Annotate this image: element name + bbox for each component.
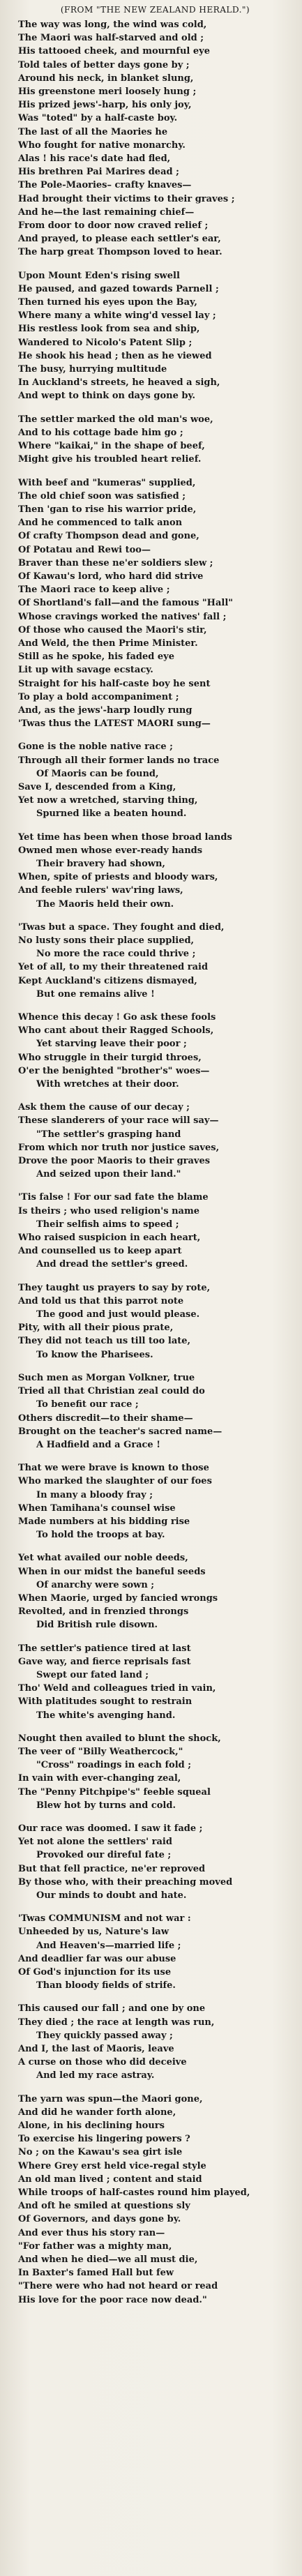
poem-line: The "Penny Pitchpipe's" feeble squeal bbox=[18, 1786, 211, 1798]
poem-line: And told us that this parrot note bbox=[18, 1295, 184, 1306]
poem-line: Spurned like a beaten hound. bbox=[36, 808, 187, 820]
poem-line: Of God's injunction for its use bbox=[18, 1967, 172, 1978]
stanza bbox=[18, 2002, 292, 2082]
poem-line: And led my race astray. bbox=[36, 2070, 155, 2081]
poem-line: Ask them the cause of our decay ; bbox=[18, 1102, 190, 1113]
poem-line: His prized jews'-harp, his only joy, bbox=[18, 100, 192, 111]
poem-line: Of Potatau and Rewi too— bbox=[18, 544, 151, 555]
poem-line: And deadlier far was our abuse bbox=[18, 1953, 176, 1964]
stanza bbox=[18, 1011, 292, 1091]
poem-line: Such men as Morgan Volkner, true bbox=[18, 1372, 195, 1383]
poem-line: Had brought their victims to their graves ; bbox=[18, 193, 235, 204]
poem-line: When Maorie, urged by fancied wrongs bbox=[18, 1592, 218, 1604]
stanza bbox=[18, 921, 292, 1001]
poem-line: Whence this decay ! Go ask these fools bbox=[18, 1012, 216, 1023]
poem-line: "For father was a mighty man, bbox=[18, 2240, 172, 2252]
poem-line: Yet now a wretched, starving thing, bbox=[18, 795, 198, 806]
poem-line: The way was long, the wind was cold, bbox=[18, 20, 207, 30]
poem-line: To hold the troops at bay. bbox=[36, 1530, 165, 1541]
source-line: (FROM "THE NEW ZEALAND HERALD.") bbox=[60, 5, 250, 15]
poem-line: Where many a white wing'd vessel lay ; bbox=[18, 310, 216, 322]
poem-line: The Maori race to keep alive ; bbox=[18, 585, 170, 596]
poem-line: Of anarchy were sown ; bbox=[36, 1579, 155, 1590]
poem-line: 'Twas thus the LATEST MAORI sung— bbox=[18, 718, 211, 730]
stanza bbox=[18, 1371, 292, 1452]
poem-line: In Baxter's famed Hall but few bbox=[18, 2268, 174, 2279]
poem-line: Of Kawau's lord, who hard did strive bbox=[18, 571, 204, 582]
stanza bbox=[18, 1822, 292, 1902]
poem-line: "Cross" roadings in each fold ; bbox=[36, 1760, 192, 1771]
poem-line: And seized upon their land." bbox=[36, 1169, 181, 1180]
poem-line: He shook his head ; then as he viewed bbox=[18, 350, 212, 361]
poem-line: Yet what availed our noble deeds, bbox=[18, 1553, 188, 1564]
poem-line: The old chief soon was satisfied ; bbox=[18, 490, 186, 502]
poem-line: A curse on those who did deceive bbox=[18, 2057, 187, 2068]
stanza bbox=[18, 1281, 292, 1362]
poem-line: Who fought for native monarchy. bbox=[18, 140, 186, 151]
poem-line: While troops of half-castes round him played, bbox=[18, 2187, 250, 2199]
poem-line: Who marked the slaughter of our foes bbox=[18, 1476, 212, 1487]
poem-line: The Maoris held their own. bbox=[36, 898, 174, 910]
poem-line: With wretches at their door. bbox=[36, 1079, 179, 1090]
poem-line: Where Grey erst held vice-regal style bbox=[18, 2160, 206, 2171]
poem-line: And Weld, the then Prime Minister. bbox=[18, 638, 198, 649]
poem-line: And when he died—we all must die, bbox=[18, 2254, 198, 2266]
poem-line: Drove the poor Maoris to their graves bbox=[18, 1156, 211, 1167]
poem-line: Of crafty Thompson dead and gone, bbox=[18, 531, 199, 542]
poem-line: Yet of all, to my their threatened raid bbox=[18, 962, 209, 973]
poem-line: Nought then availed to blunt the shock, bbox=[18, 1733, 221, 1744]
stanza bbox=[18, 1461, 292, 1542]
poem-line: And to his cottage bade him go ; bbox=[18, 427, 183, 438]
poem-line: Made numbers at his bidding rise bbox=[18, 1516, 190, 1527]
poem-line: No lusty sons their place supplied, bbox=[18, 935, 195, 946]
poem-line: The yarn was spun—the Maori gone, bbox=[18, 2093, 203, 2104]
poem-line: His restless look from sea and ship, bbox=[18, 324, 200, 335]
poem-line: And dread the settler's greed. bbox=[36, 1259, 188, 1270]
poem-line: Owned men whose ever-ready hands bbox=[18, 845, 203, 856]
stanza bbox=[18, 18, 292, 259]
poem-line: 'Tis false ! For our sad fate the blame bbox=[18, 1192, 209, 1203]
poem-line: The white's avenging hand. bbox=[36, 1710, 176, 1721]
poem-line: Alas ! his race's date had fled, bbox=[18, 153, 171, 165]
poem-line: And I, the last of Maoris, leave bbox=[18, 2044, 174, 2055]
stanza bbox=[18, 413, 292, 467]
poem-line: With beef and "kumeras" supplied, bbox=[18, 477, 196, 488]
poem-line: Of Maoris can be found, bbox=[36, 768, 159, 779]
poem-line: The veer of "Billy Weathercock," bbox=[18, 1746, 183, 1757]
stanza bbox=[18, 1191, 292, 1271]
poem-line: Their selfish aims to speed ; bbox=[36, 1219, 179, 1230]
poem-line: In Auckland's streets, he heaved a sigh, bbox=[18, 377, 220, 389]
poem-line: 'Twas COMMUNISM and not war : bbox=[18, 1913, 191, 1925]
poem-line: Yet time has been when those broad lands bbox=[18, 831, 232, 843]
poem-line: "The settler's grasping hand bbox=[36, 1129, 181, 1140]
poem-line: Of those who caused the Maori's stir, bbox=[18, 624, 207, 635]
poem-line: Tried all that Christian zeal could do bbox=[18, 1386, 205, 1397]
stanza bbox=[18, 1642, 292, 1722]
poem-line: They taught us prayers to say by rote, bbox=[18, 1282, 211, 1293]
poem-line: Tho' Weld and colleagues tried in vain, bbox=[18, 1683, 216, 1694]
poem-line: Gone is the noble native race ; bbox=[18, 741, 173, 753]
poem-line: Whose cravings worked the natives' fall ; bbox=[18, 611, 227, 622]
poem-line: Their bravery had shown, bbox=[36, 858, 165, 869]
poem-line: "There were who had not heard or read bbox=[18, 2281, 218, 2292]
poem-line: To benefit our race ; bbox=[36, 1399, 139, 1410]
poem-line: The harp great Thompson loved to hear. bbox=[18, 247, 222, 258]
poem-line: To play a bold accompaniment ; bbox=[18, 691, 179, 702]
poem-line: Then 'gan to rise his warrior pride, bbox=[18, 504, 197, 515]
poem-line: Save I, descended from a King, bbox=[18, 781, 176, 792]
poem-line: He paused, and gazed towards Parnell ; bbox=[18, 283, 219, 294]
poem-line: They died ; the race at length was run, bbox=[18, 2017, 215, 2028]
poem-line: In many a bloody fray ; bbox=[36, 1489, 153, 1500]
poem bbox=[18, 18, 292, 2307]
poem-line: Of Governors, and days gone by. bbox=[18, 2214, 181, 2225]
poem-line: Who cant about their Ragged Schools, bbox=[18, 1025, 214, 1037]
poem-line: They quickly passed away ; bbox=[36, 2030, 173, 2041]
poem-line: 'Twas but a space. They fought and died, bbox=[18, 921, 225, 933]
poem-line: His greenstone meri loosely hung ; bbox=[18, 86, 197, 98]
poem-line: No more the race could thrive ; bbox=[36, 949, 196, 960]
poem-line: Unheeded by us, Nature's law bbox=[18, 1927, 169, 1938]
stanza bbox=[18, 1732, 292, 1812]
poem-line: Braver than these ne'er soldiers slew ; bbox=[18, 557, 213, 568]
stanza bbox=[18, 2093, 292, 2307]
poem-line: Was "toted" by a half-caste boy. bbox=[18, 113, 178, 124]
poem-line: Pity, with all their pious prate, bbox=[18, 1323, 174, 1334]
poem-line: His tattooed cheek, and mournful eye bbox=[18, 46, 210, 57]
poem-line: The Pole-Maories– crafty knaves— bbox=[18, 180, 192, 191]
poem-line: To exercise his lingering powers ? bbox=[18, 2134, 190, 2145]
poem-line: And prayed, to please each settler's ear, bbox=[18, 234, 221, 245]
poem-line: Others discredit—to their shame— bbox=[18, 1413, 193, 1424]
stanza bbox=[18, 1551, 292, 1632]
stanza bbox=[18, 740, 292, 820]
poem-line: Brought on the teacher's sacred name— bbox=[18, 1426, 222, 1437]
poem-line: And feeble rulers' wav'ring laws, bbox=[18, 885, 183, 896]
poem-line: And counselled us to keep apart bbox=[18, 1246, 182, 1257]
poem-line: The settler marked the old man's woe, bbox=[18, 414, 213, 425]
poem-line: No ; on the Kawau's sea girt isle bbox=[18, 2147, 183, 2158]
poem-line: To know the Pharisees. bbox=[36, 1349, 153, 1360]
poem-line: Of Shortland's fall—and the famous "Hall" bbox=[18, 598, 234, 609]
stanza bbox=[18, 476, 292, 731]
poem-line: A Hadfield and a Grace ! bbox=[36, 1439, 160, 1450]
poem-line: An old man lived ; content and staid bbox=[18, 2174, 202, 2185]
poem-line: When in our midst the baneful seeds bbox=[18, 1566, 206, 1577]
poem-line: Our minds to doubt and hate. bbox=[36, 1890, 187, 1901]
poem-line: The settler's patience tired at last bbox=[18, 1643, 191, 1654]
poem-line: Wandered to Nicolo's Patent Slip ; bbox=[18, 337, 192, 348]
poem-line: Upon Mount Eden's rising swell bbox=[18, 270, 180, 281]
poem-line: Might give his troubled heart relief. bbox=[18, 454, 202, 465]
stanza bbox=[18, 1912, 292, 1992]
poem-line: His brethren Pai Marires dead ; bbox=[18, 167, 179, 178]
poem-line: Provoked our direful fate ; bbox=[36, 1850, 172, 1861]
poem-line: Yet starving leave their poor ; bbox=[36, 1039, 187, 1050]
poem-line: Still as he spoke, his faded eye bbox=[18, 651, 174, 663]
poem-line: Swept our fated land ; bbox=[36, 1669, 149, 1680]
poem-line: Gave way, and fierce reprisals fast bbox=[18, 1656, 191, 1667]
poem-line: O'er the benighted "brother's" woes— bbox=[18, 1065, 210, 1076]
poem-line: Lit up with savage ecstacy. bbox=[18, 665, 153, 676]
poem-line: And ever thus his story ran— bbox=[18, 2227, 165, 2238]
poem-line: Did British rule disown. bbox=[36, 1620, 158, 1631]
poem-line: Straight for his half-caste boy he sent bbox=[18, 678, 211, 689]
poem-line: And he—the last remaining chief— bbox=[18, 206, 195, 218]
poem-line: The last of all the Maories he bbox=[18, 126, 168, 137]
stanza bbox=[18, 1101, 292, 1181]
poem-line: His love for the poor race now dead." bbox=[18, 2294, 207, 2305]
poem-line: Through all their former lands no trace bbox=[18, 755, 220, 766]
poem-line: With platitudes sought to restrain bbox=[18, 1696, 192, 1708]
poem-line: The good and just would please. bbox=[36, 1309, 200, 1320]
poem-line: Then turned his eyes upon the Bay, bbox=[18, 297, 197, 308]
poem-line: Alone, in his declining hours bbox=[18, 2121, 165, 2132]
poem-line: From which nor truth nor justice saves, bbox=[18, 1142, 220, 1153]
poem-line: That we were brave is known to those bbox=[18, 1463, 209, 1474]
poem-line: Revolted, and in frenzied throngs bbox=[18, 1606, 189, 1618]
poem-line: And did he wander forth alone, bbox=[18, 2107, 176, 2118]
poem-line: The Maori was half-starved and old ; bbox=[18, 33, 204, 44]
poem-line: Blew hot by turns and cold. bbox=[36, 1800, 176, 1811]
poem-line: By those who, with their preaching moved bbox=[18, 1876, 233, 1888]
poem-line: And oft he smiled at questions sly bbox=[18, 2201, 190, 2212]
poem-line: Kept Auckland's citizens dismayed, bbox=[18, 975, 197, 986]
poem-line: These slanderers of your race will say— bbox=[18, 1115, 219, 1127]
poem-line: Yet not alone the settlers' raid bbox=[18, 1837, 172, 1848]
stanza bbox=[18, 831, 292, 911]
poem-line: When Tamihana's counsel wise bbox=[18, 1502, 176, 1514]
poem-line: Than bloody fields of strife. bbox=[36, 1980, 176, 1991]
poem-line: Told tales of better days gone by ; bbox=[18, 59, 190, 70]
poem-line: When, spite of priests and bloody wars, bbox=[18, 872, 218, 883]
poem-line: From door to door now craved relief ; bbox=[18, 220, 209, 232]
poem-line: Our race was doomed. I saw it fade ; bbox=[18, 1823, 203, 1834]
poem-line: Where "kaikai," in the shape of beef, bbox=[18, 441, 205, 452]
poem-line: And he commenced to talk anon bbox=[18, 518, 183, 529]
poem-line: The busy, hurrying multitude bbox=[18, 364, 167, 375]
poem-line: Who struggle in their turgid throes, bbox=[18, 1052, 202, 1063]
poem-line: This caused our fall ; and one by one bbox=[18, 2003, 206, 2014]
poem-line: But that fell practice, ne'er reproved bbox=[18, 1863, 206, 1874]
poem-line: But one remains alive ! bbox=[36, 988, 155, 1000]
poem-line: Is theirs ; who used religion's name bbox=[18, 1205, 199, 1217]
poem-line: And Heaven's—married life ; bbox=[36, 1940, 181, 1951]
poem-line: Who raised suspicion in each heart, bbox=[18, 1233, 201, 1244]
poem-line: They did not teach us till too late, bbox=[18, 1336, 191, 1347]
poem-line: And, as the jews'-harp loudly rung bbox=[18, 705, 192, 716]
poem-line: In vain with ever-changing zeal, bbox=[18, 1773, 181, 1784]
poem-line: Around his neck, in blanket slung, bbox=[18, 73, 194, 84]
poem-line: And wept to think on days gone by. bbox=[18, 391, 196, 402]
stanza bbox=[18, 269, 292, 403]
